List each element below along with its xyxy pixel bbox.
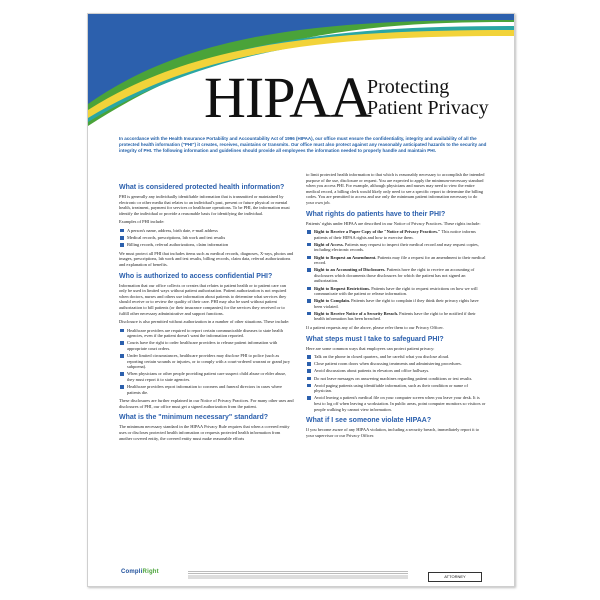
paragraph: to limit protected health information to that which is reasonably necessary to accomplish the intended purpose of the use, disclosure or request. You are expected to apply the minimum-necessary standard when you access PHI. For example, although physicians and nurses may need to view the entire medical record, a billing clerk would likely only need to see a specific report to determine the billing codes. You are permitted to access and use only the minimum patient information necessary to do your own job. [306,172,485,205]
hipaa-poster [87,13,515,587]
heading-minimum-necessary: What is the "minimum necessary" standard? [119,414,269,422]
list-item: Right to an Accounting of Disclosures. Patients have the right to receive an accounting of disclosures which documents those disclosures for which the patient has not signed an authorization. [306,267,486,284]
heading-patient-rights: What rights do patients have to their PHI? [306,210,446,218]
subtitle-line-2: Patient Privacy [367,97,489,119]
paragraph: Information that our office collects or creates that relates to patient health or to patient care can only be used in limited ways without patient authorization. Patient authorization is not required when doctors, nurses and others use information about patients to determine what services they should receive or to review the quality of their care. PHI may also be used without patient authorization to bill patients (or their insurance companies) for the services they received or to fulfill other necessary administrative and support functions. [119,282,287,316]
list-item: Billing records, referral authorizations, claim information [119,242,294,248]
paragraph: Examples of PHI include: [119,219,165,225]
list-item: Right to Receive Notice of a Security Breach. Patients have the right to be notified if their health information has been breached. [306,311,486,322]
list-item: A person's name, address, birth date, e-mail address [119,228,294,234]
left-column [119,179,294,444]
list-item: Right to Complain. Patients have the right to complain if they think their privacy rights have been violated. [306,298,486,309]
list-item: Healthcare providers are required to report certain communicable diseases to state health agencies, even if the patient doesn't want the information reported. [119,328,294,339]
heading-what-is-phi: What is considered protected health information? [119,184,285,191]
list-item: Courts have the right to order healthcare providers to release patient information with appropriate court orders. [119,340,294,351]
list-item: Medical records, prescriptions, lab work and test results [119,235,294,241]
heading-safeguard-phi: What steps must I take to safeguard PHI? [306,335,444,343]
paragraph: We must protect all PHI that includes items such as medical records, diagnoses, X-rays, photos and images, prescriptions, lab work and test results, billing records, claim data, referral authorizations and explanation of benefits. [119,250,294,267]
heading-violation: What if I see someone violate HIPAA? [306,417,432,425]
subtitle-line-1: Protecting [367,76,450,98]
paragraph: PHI is generally any individually identifiable information that is transmitted or maintained by electronic or other media that relates to an individual's past, present or future physical or mental health, treatment, payment for services or healthcare operations. To be PHI, the information must identify the individual or provide a reasonable basis for identifying the individual. [119,194,290,216]
paragraph: If you become aware of any HIPAA violation, including a security breach, immediately report it to your supervisor or our Privacy Officer. [306,427,480,438]
paragraph: The minimum necessary standard in the HIPAA Privacy Rule requires that when a covered entity uses or discloses protected health information or requests protected health information from another covered entity, the covered entity must make reasonable efforts [119,424,290,441]
fine-print [188,571,408,579]
paragraph: Disclosure is also permitted without authorization in a number of other situations. These include: [119,319,290,325]
intro-paragraph: In accordance with the Health Insurance Portability and Accountability Act of 1996 (HIPAA), our office must ensure the confidentiality, integrity and availability of all the protected health information ("PHI") it creates, receives, maintains or transmits. Our office must also protect against any reasonably anticipated hazards to the security and integrity of PHI. The following information and guidelines should provide all employees the information needed to properly handle and maintain PHI. [119,136,487,153]
phi-examples-list [119,228,294,248]
paragraph: Here are some common ways that employees can protect patient privacy: [306,345,435,351]
list-item: Right of Access. Patients may request to inspect their medical record and may request copies, including electronic records. [306,242,486,253]
complyright-logo: CompliRight [121,569,159,575]
list-item: Talk on the phone in closed quarters, and be careful what you disclose aloud. [306,354,486,360]
list-item: Do not leave messages on answering machines regarding patient conditions or test results. [306,376,486,382]
list-item: Right to Receive a Paper Copy of the "Notice of Privacy Practices." This notice informs patients of their HIPAA rights and how to exercise them. [306,229,486,240]
list-item: When physicians or other people providing patient care suspect child abuse or elder abuse, they must report it to state agencies. [119,371,294,382]
heading-who-authorized: Who is authorized to access confidential PHI? [119,272,273,280]
page-title: HIPAA [204,65,371,130]
attorney-badge: ATTORNEY [428,572,482,582]
list-item: Avoid paging patients using identifiable information, such as their condition or name of physician. [306,383,486,394]
list-item: Avoid leaving a patient's medical file on your computer screen when you leave your desk. It is best to log off when leaving a workstation. In public areas, point computer monitors so visitors or people walking by cannot view information. [306,395,486,412]
list-item: Avoid discussions about patients in elevators and office hallways. [306,368,486,374]
safeguard-steps-list [306,354,486,412]
paragraph: These disclosures are further explained in our Notice of Privacy Practices. For many other uses and disclosures of PHI, our office must get a signed authorization from the patient. [119,398,294,409]
list-item: Close patient room doors when discussing treatments and administering procedures. [306,361,486,367]
paragraph: Patients' rights under HIPAA are described in our Notice of Privacy Practices. These rights include: [306,220,481,226]
list-item: Right to Request an Amendment. Patients may file a request for an amendment to their medical record. [306,255,486,266]
list-item: Right to Request Restrictions. Patients have the right to request restrictions on how we will communicate with the patient or release information. [306,286,486,297]
right-column [306,172,486,441]
patient-rights-list [306,229,486,322]
paragraph: If a patient requests any of the above, please refer them to our Privacy Officer. [306,325,444,331]
list-item: Under limited circumstances, healthcare providers may disclose PHI to police (such as reporting certain wounds or injuries, or to comply with a court-ordered warrant or grand jury subpoena). [119,353,294,370]
disclosure-list [119,328,294,396]
list-item: Healthcare providers report information to coroners and funeral directors in cases where patients die. [119,384,294,395]
